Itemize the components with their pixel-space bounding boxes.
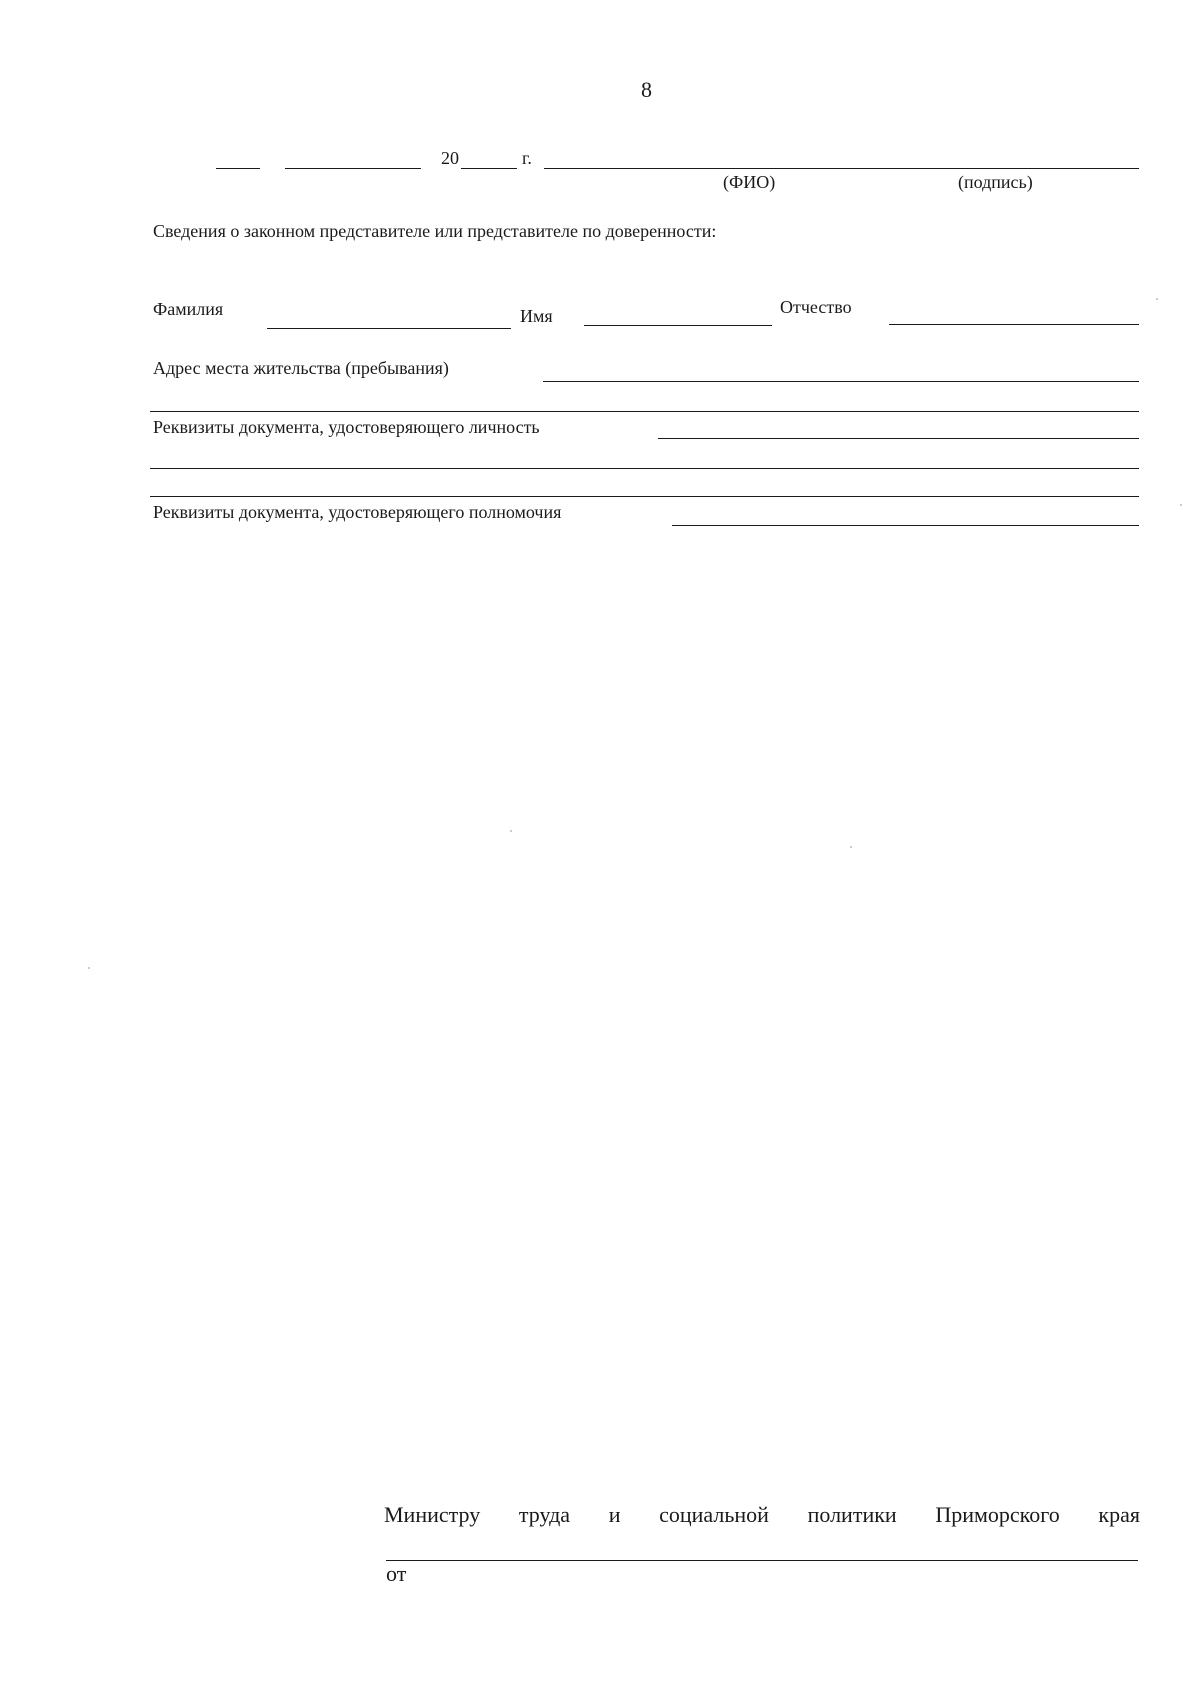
- surname-field[interactable]: [267, 328, 511, 329]
- page-number: 8: [641, 77, 652, 102]
- scan-speck: [510, 830, 512, 832]
- identity-doc-label: Реквизиты документа, удостоверяющего личность: [153, 417, 540, 437]
- address-field-line-2[interactable]: [150, 411, 1139, 412]
- identity-doc-field-line-1[interactable]: [658, 438, 1139, 439]
- representative-heading: Сведения о законном представителе или представителе по доверенности:: [153, 221, 717, 241]
- date-year-prefix: 20: [441, 148, 459, 168]
- addressee-word: и: [608, 1502, 621, 1527]
- date-day-blank[interactable]: [216, 168, 260, 169]
- scan-speck: [1180, 504, 1182, 506]
- addressee-line: [384, 1502, 1140, 1528]
- scan-speck: [850, 846, 852, 848]
- addressee-word: труда: [518, 1502, 571, 1527]
- fio-signature-blank[interactable]: [544, 168, 1139, 169]
- address-label: Адрес места жительства (пребывания): [153, 358, 449, 378]
- from-label: от: [386, 1561, 407, 1586]
- name-label: Имя: [520, 306, 553, 326]
- patronymic-label: Отчество: [780, 297, 852, 317]
- date-year-suffix: г.: [522, 148, 532, 168]
- authority-doc-label: Реквизиты документа, удостоверяющего полномочия: [153, 502, 562, 522]
- surname-label: Фамилия: [153, 299, 224, 319]
- fio-caption: (ФИО): [723, 172, 776, 192]
- name-field[interactable]: [584, 325, 772, 326]
- addressee-word: Приморского: [935, 1502, 1060, 1527]
- patronymic-field[interactable]: [889, 324, 1139, 325]
- date-year-blank[interactable]: [461, 168, 517, 169]
- addressee-word: социальной: [659, 1502, 769, 1527]
- address-field-line-1[interactable]: [543, 381, 1139, 382]
- identity-doc-field-line-2[interactable]: [150, 468, 1139, 469]
- scan-speck: [1156, 298, 1158, 300]
- addressee-word: Министру: [384, 1502, 481, 1527]
- addressee-word: края: [1098, 1502, 1140, 1527]
- addressee-blank-line[interactable]: [386, 1560, 1138, 1561]
- identity-doc-field-line-3[interactable]: [150, 496, 1139, 497]
- date-month-blank[interactable]: [285, 168, 421, 169]
- authority-doc-field[interactable]: [672, 525, 1139, 526]
- addressee-word: политики: [807, 1502, 897, 1527]
- scan-speck: [88, 967, 90, 969]
- signature-caption: (подпись): [958, 172, 1033, 192]
